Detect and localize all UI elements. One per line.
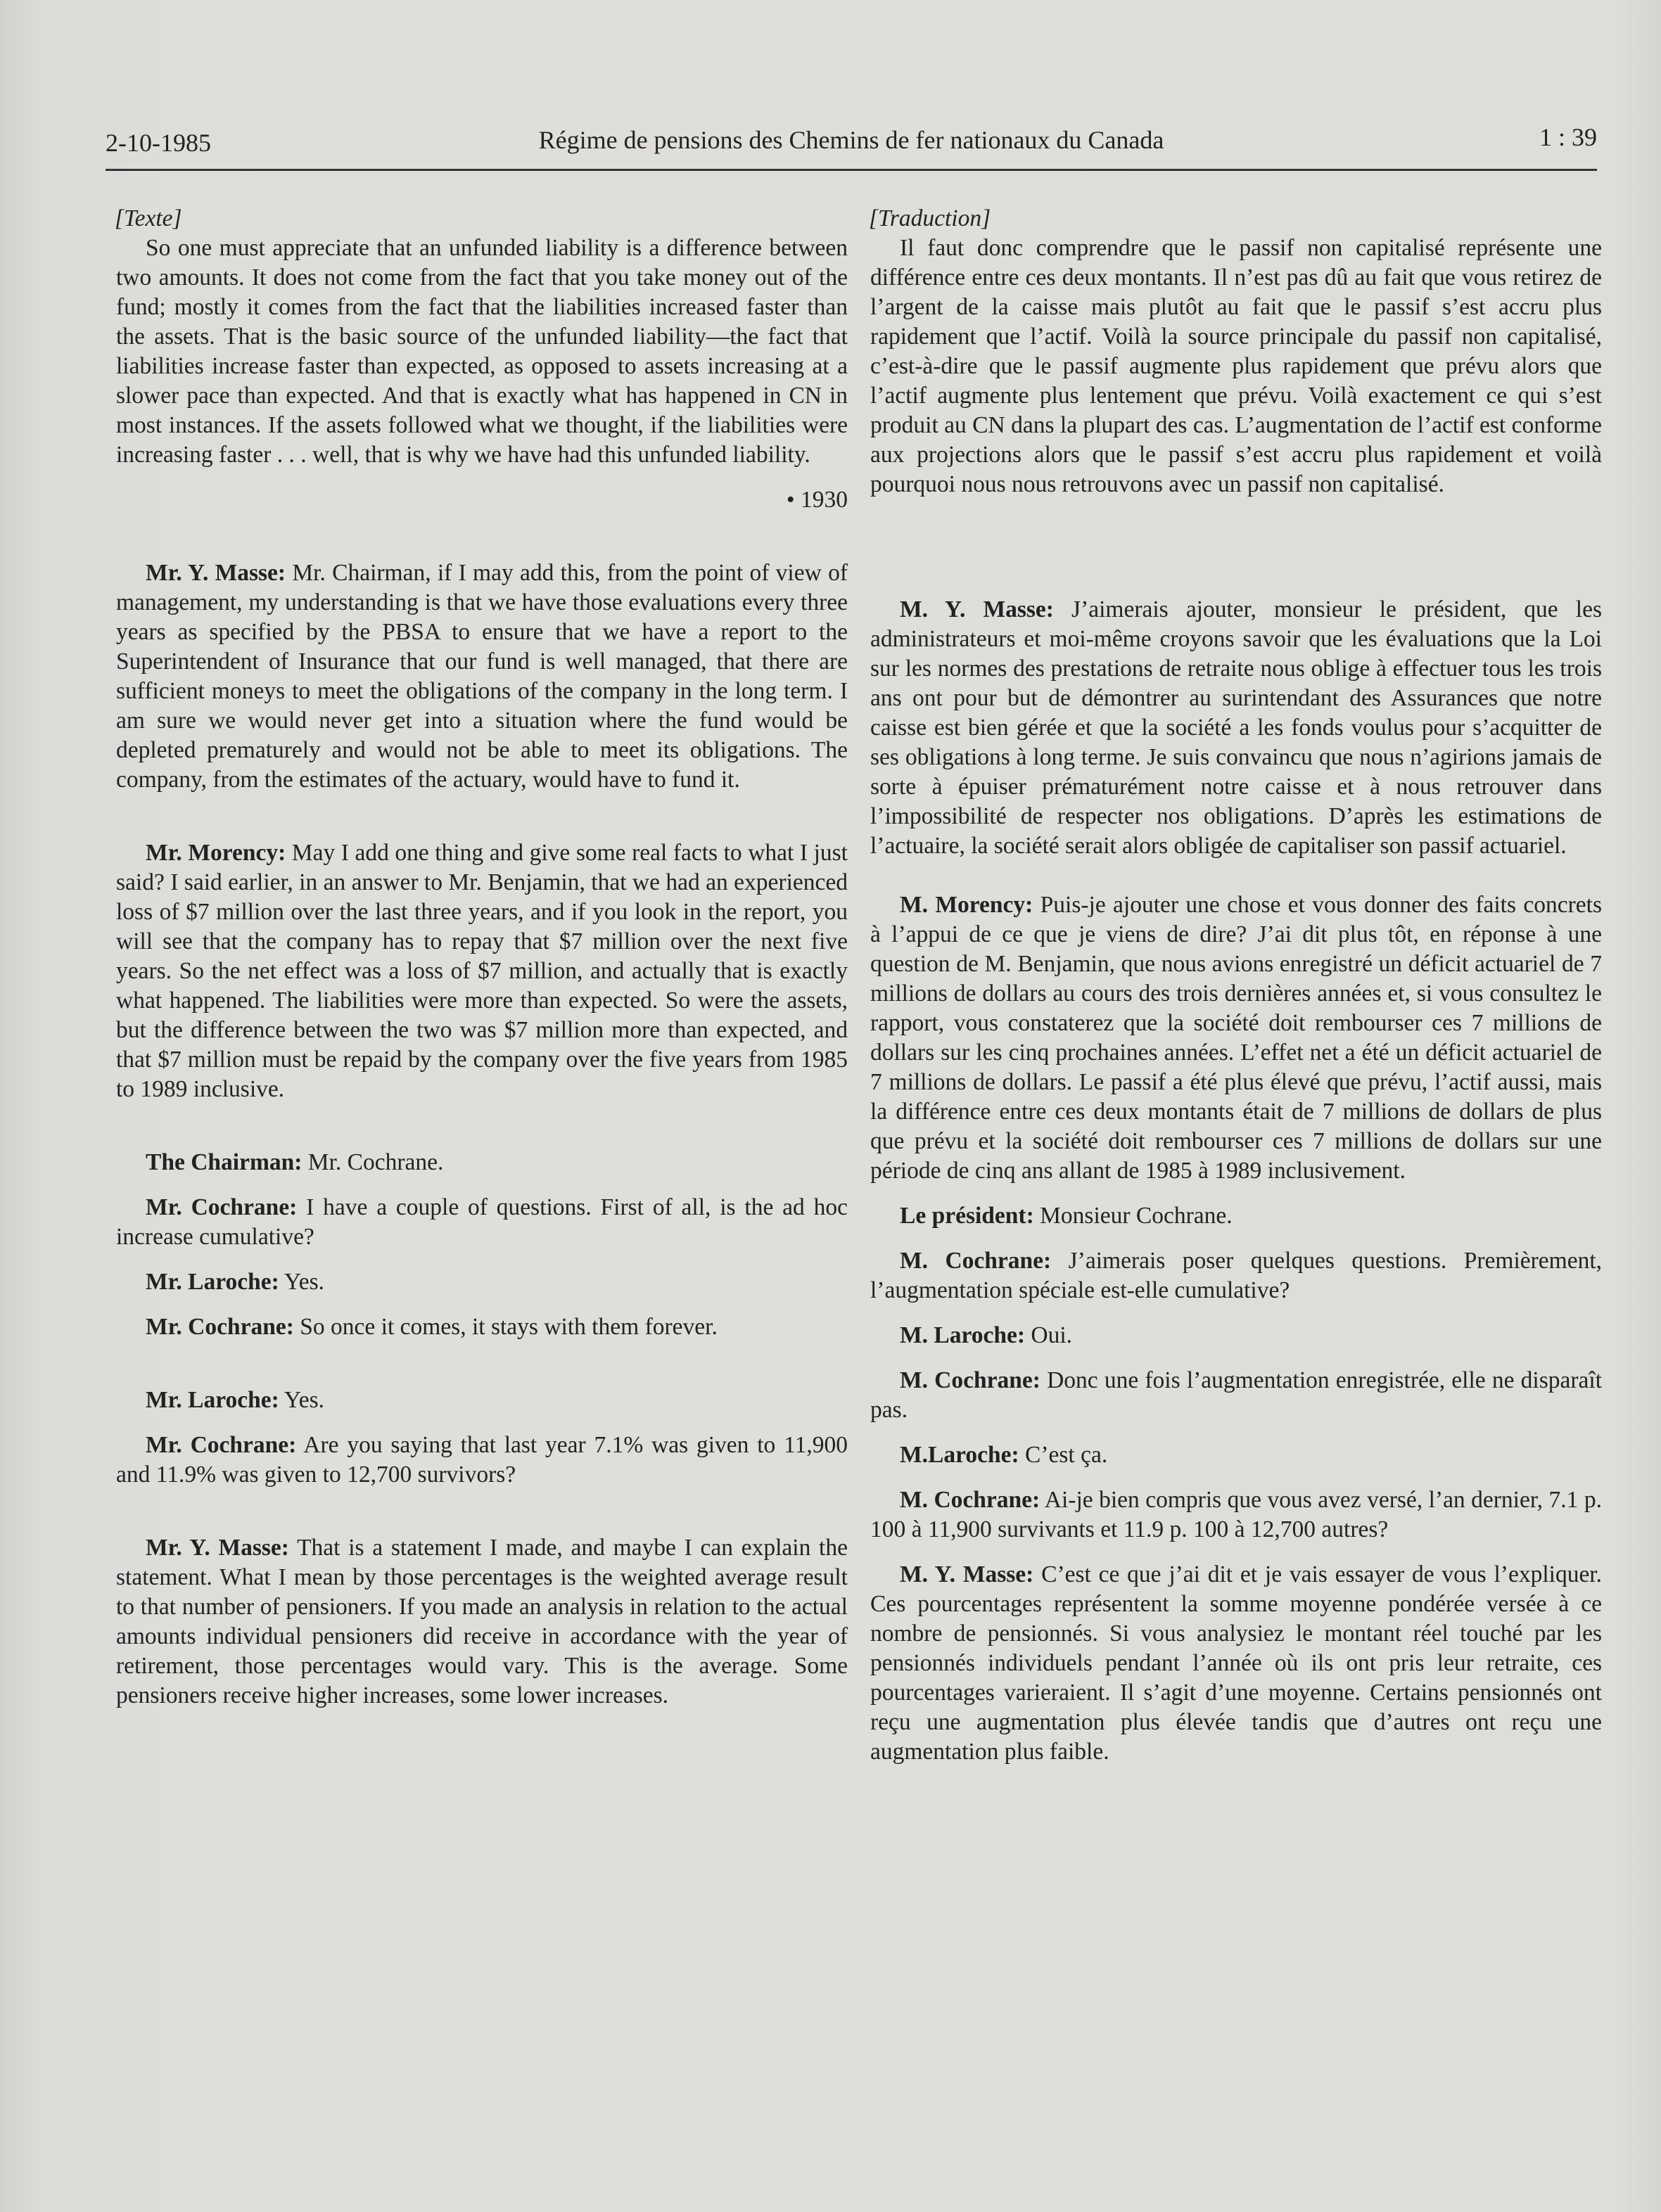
speaker-name: Le président: [900, 1203, 1034, 1229]
speech-paragraph [870, 1201, 1602, 1231]
speech-text: Mr. Cochrane. [302, 1149, 444, 1175]
text-tag: [Texte] [115, 205, 182, 231]
paragraph: So one must appreciate that an unfunded liability is a difference between two amounts. It does not come from the fact that you take money out of the fund; mostly it comes from the fact that the liabilities increased faster than the assets. That is the basic source of the unfunded liability—the fact that liabilities increase faster than expected, as opposed to assets increasing at a slower pace than expected. And that is exactly what has happened in CN in most instances. If the assets followed what we thought, if the liabilities were increasing faster . . . well, that is why we have had this unfunded liability. [116, 235, 848, 468]
speech-paragraph [116, 1312, 848, 1342]
speech-paragraph [870, 1321, 1602, 1350]
speaker-name: Mr. Y. Masse: [146, 560, 286, 586]
speech-paragraph [870, 1366, 1602, 1425]
speech-text: That is a statement I made, and maybe I can explain the statement. What I mean by those percentages is the weighted average result to that number of pensioners. If you made an analysis in relation to the actual amounts individual pensioners did receive in accordance with the year of retirement, those percentages would vary. This is the average. Some pensioners receive higher increases, some lower increases. [116, 1535, 848, 1708]
speaker-name: Mr. Y. Masse: [146, 1535, 289, 1561]
speech-text: Donc une fois l’augmentation enregistrée, elle ne disparaît pas. [870, 1367, 1602, 1423]
speaker-name: M. Cochrane: [900, 1487, 1040, 1513]
speech-text: Yes. [279, 1387, 325, 1413]
speech-paragraph [116, 838, 848, 1104]
speech-text: So once it comes, it stays with them forever. [293, 1314, 718, 1340]
speech-paragraph [870, 1440, 1602, 1470]
speaker-name: M. Cochrane: [900, 1367, 1040, 1393]
speech-paragraph [870, 595, 1602, 861]
french-column [870, 204, 1602, 1767]
speech-paragraph [870, 1560, 1602, 1767]
speech-paragraph [116, 1193, 848, 1252]
speech-paragraph [116, 1533, 848, 1711]
speaker-name: Mr. Cochrane: [146, 1314, 294, 1340]
speech-paragraph [870, 890, 1602, 1186]
speech-text: J’aimerais ajouter, monsieur le président, que les administrateurs et moi-même croyons savoir que les évaluations que la Loi sur les normes des prestations de retraite nous oblige à effectuer tous les trois ans ont pour but de démontrer au surintendant des Assurances que notre caisse est bien gérée et que la société a les fonds voulus pour s’acquitter de ses obligations à long terme. Je suis convaincu que nous n’agirions jamais de sorte à épuiser prématurément notre caisse et à nous retrouver dans l’impossibilité de respecter nos obligations. D’après les estimations de l’actuaire, la société serait alors obligée de capitaliser son passif actuariel. [870, 596, 1603, 859]
speaker-name: Mr. Cochrane: [146, 1194, 298, 1220]
speech-text: Ai-je bien compris que vous avez versé, l’an dernier, 7.1 p. 100 à 11,900 survivants et 11.9 p. 100 à 12,700 autres? [870, 1487, 1602, 1542]
speech-text: May I add one thing and give some real facts to what I just said? I said earlier, in an answer to Mr. Benjamin, that we had an experienced loss of $7 million over the last three years, and if you look in the report, you will see that the company has to repay that $7 million over the next five years. So the net effect was a loss of $7 million, and actually that is exactly what happened. The liabilities were more than expected. So were the assets, but the difference between the two was $7 million more than expected, and that $7 million must be repaid by the company over the five years from 1985 to 1989 inclusive. [116, 840, 848, 1102]
speech-text: I have a couple of questions. First of all, is the ad hoc increase cumulative? [116, 1194, 848, 1250]
speaker-name: Mr. Cochrane: [146, 1432, 297, 1458]
header-title: Régime de pensions des Chemins de fer nationaux du Canada [538, 126, 1164, 154]
speech-paragraph [116, 1148, 848, 1177]
speech-text: Yes. [279, 1269, 325, 1295]
speaker-name: M. Y. Masse: [900, 596, 1054, 622]
speech-paragraph [870, 1485, 1602, 1545]
header-date: 2-10-1985 [106, 129, 211, 157]
speaker-name: Mr. Laroche: [146, 1387, 279, 1413]
speaker-name: Mr. Laroche: [146, 1269, 279, 1295]
speaker-name: M. Morency: [900, 892, 1033, 918]
speaker-name: M.Laroche: [900, 1442, 1019, 1468]
header-page-number: 1 : 39 [1539, 123, 1597, 151]
speech-text: Monsieur Cochrane. [1033, 1203, 1233, 1229]
speech-text: J’aimerais poser quelques questions. Premièrement, l’augmentation spéciale est-elle cumulative? [870, 1248, 1603, 1303]
translation-tag: [Traduction] [869, 205, 991, 231]
speech-text: C’est ça. [1019, 1442, 1108, 1468]
speech-paragraph [116, 1267, 848, 1297]
speech-text: Mr. Chairman, if I may add this, from the point of view of management, my understanding is that we have those evaluations every three years as specified by the PBSA to ensure that we have a report to the Superintendent of Insurance that our fund is well managed, that there are sufficient moneys to meet the obligations of the company in the long term. I am sure we would never get into a situation where the fund would be depleted prematurely and would not be able to meet its obligations. The company, from the estimates of the actuary, would have to fund it. [116, 560, 848, 793]
speaker-name: The Chairman: [146, 1149, 303, 1175]
speech-paragraph [116, 1386, 848, 1415]
speech-text: Oui. [1025, 1322, 1073, 1348]
english-column [116, 204, 848, 1711]
time-marker: • 1930 [786, 487, 848, 513]
speaker-name: M. Laroche: [900, 1322, 1026, 1348]
speech-text: C’est ce que j’ai dit et je vais essayer de vous l’expliquer. Ces pourcentages représentent la somme moyenne pondérée versée à ce nombre de pensionnés. Si vous analysiez le montant réel touché par les pensionnés individuels pendant l’année où ils ont pris leur retraite, ces pourcentages varieraient. Il s’agit d’une moyenne. Certains pensionnés ont reçu une augmentation plus élevée tandis que d’autres ont reçu une augmentation plus faible. [870, 1561, 1602, 1765]
speaker-name: M. Cochrane: [900, 1248, 1052, 1274]
speech-paragraph [116, 1431, 848, 1490]
speaker-name: M. Y. Masse: [900, 1561, 1034, 1587]
paragraph: Il faut donc comprendre que le passif non capitalisé représente une différence entre ces deux montants. Il n’est pas dû au fait que vous retirez de l’argent de la caisse mais plutôt au fait que le passif s’est accru plus rapidement que l’actif. Voilà la source principale du passif non capitalisé, c’est-à-dire que le passif augmente plus rapidement que prévu alors que l’actif augmente plus lentement que prévu. Voilà exactement ce qui s’est produit au CN dans la plupart des cas. L’augmentation de l’actif est conforme aux projections alors que le passif s’est accru plus rapidement et voilà pourquoi nous nous retrouvons avec un passif non capitalisé. [870, 235, 1602, 497]
speaker-name: Mr. Morency: [146, 840, 286, 866]
speech-text: Are you saying that last year 7.1% was given to 11,900 and 11.9% was given to 12,700 survivors? [116, 1432, 848, 1488]
speech-paragraph [116, 558, 848, 795]
page-header [106, 120, 1597, 171]
speech-text: Puis-je ajouter une chose et vous donner des faits concrets à l’appui de ce que je viens de dire? J’ai dit plus tôt, en réponse à une question de M. Benjamin, que nous avions enregistré un déficit actuariel de 7 millions de dollars au cours des trois dernières années et, si vous consultez le rapport, vous constaterez que la société doit rembourser ces 7 millions de dollars sur les cinq prochaines années. L’effet net a été un déficit actuariel de 7 millions de dollars. Le passif a été plus élevé que prévu, l’actif aussi, mais la différence entre ces deux montants était de 7 millions de dollars de plus que prévu et la société doit rembourser ces 7 millions de dollars sur une période de cinq ans allant de 1985 à 1989 inclusivement. [870, 892, 1602, 1184]
speech-paragraph [870, 1246, 1602, 1305]
